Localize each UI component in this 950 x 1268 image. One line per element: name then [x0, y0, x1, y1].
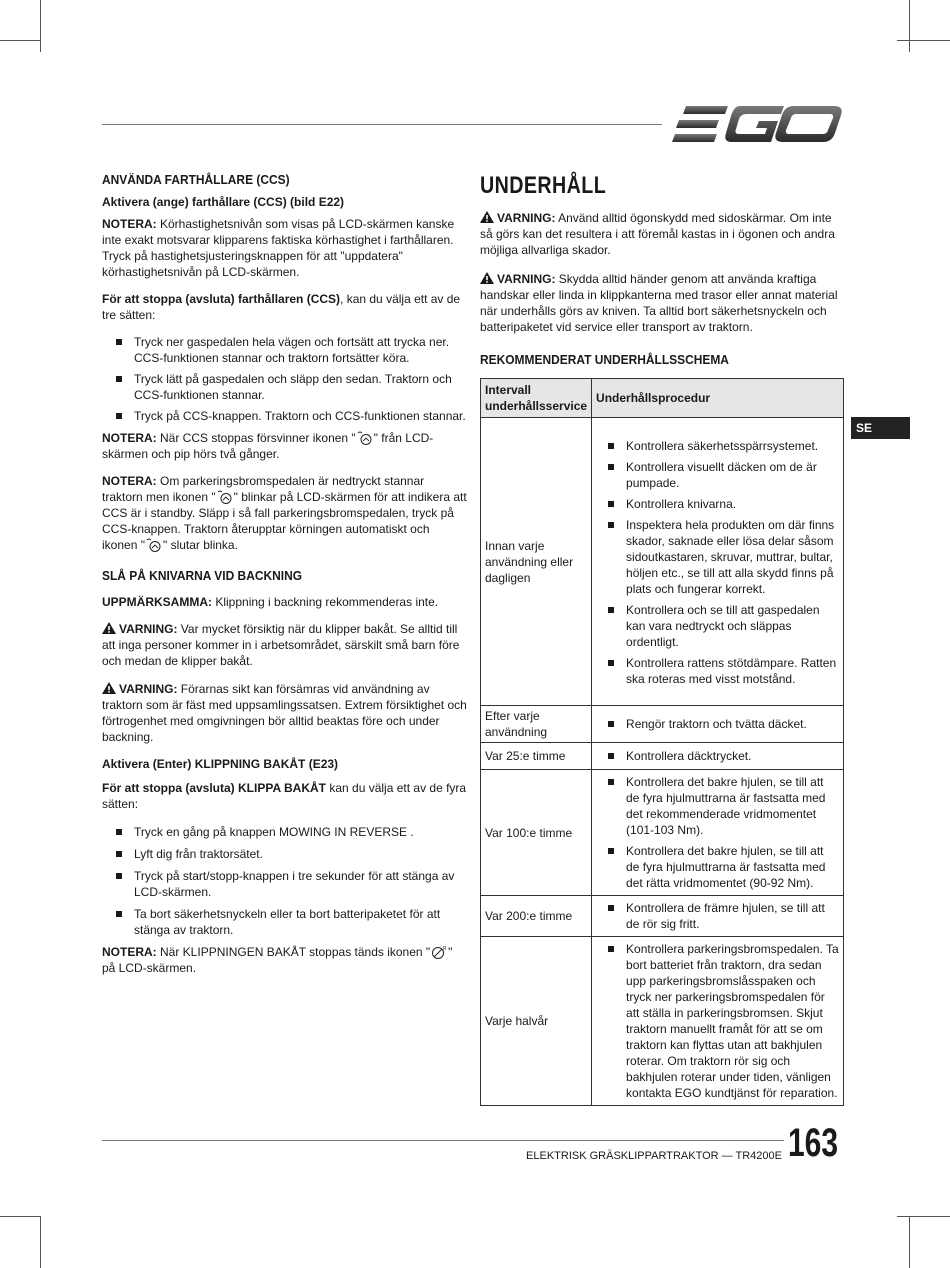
section-heading-schema: REKOMMENDERAT UNDERHÅLLSSCHEMA [480, 352, 729, 367]
right-column [480, 171, 846, 1106]
warning-text: Använd alltid ögonskydd med sidoskärmar. Om inte så görs kan det resultera i att föremål kastas in i ögonen och andra möjliga allvarliga skador. [480, 211, 835, 257]
list-item: Kontrollera knivarna. [608, 496, 839, 512]
crop-mark [897, 1216, 950, 1217]
procedure-list [594, 748, 839, 764]
list-item: Kontrollera visuellt däcken om de är pumpade. [608, 459, 839, 491]
list-item: Kontrollera säkerhetsspärrsystemet. [608, 438, 839, 454]
note-label: NOTERA: [102, 431, 157, 445]
note-paragraph [102, 944, 468, 976]
list-item: Kontrollera däcktrycket. [608, 748, 839, 764]
stop-reverse-paragraph [102, 780, 468, 812]
table-row [481, 743, 844, 770]
cruise-control-icon [216, 490, 234, 504]
note-text: " från LCD-skärmen och pip hörs två gånger. [102, 431, 434, 461]
procedure-list [594, 774, 839, 891]
cruise-control-icon [356, 431, 374, 445]
note-paragraph [102, 216, 468, 280]
note-text: Om parkeringsbromspedalen är nedtryckt stannar traktorn men ikonen " [102, 474, 425, 504]
procedure-list [594, 438, 839, 687]
crop-mark [897, 40, 950, 41]
crop-mark [0, 40, 40, 41]
procedure-cell [592, 896, 844, 937]
procedure-cell [592, 743, 844, 770]
list-item: Kontrollera rattens stötdämpare. Ratten ska roteras med visst motstånd. [608, 655, 839, 687]
table-row [481, 937, 844, 1106]
section-heading-ccs: ANVÄNDA FARTHÅLLARE (CCS) [102, 172, 290, 187]
note-paragraph [102, 473, 468, 553]
header-rule [102, 124, 662, 125]
svg-text:R: R [443, 946, 447, 952]
warning-icon [480, 211, 494, 223]
crop-mark [40, 1216, 41, 1268]
procedure-list [594, 941, 839, 1101]
cruise-control-icon [145, 538, 163, 552]
warning-label: VARNING: [119, 622, 178, 636]
list-item: Tryck på CCS-knappen. Traktorn och CCS-funktionen stannar. [116, 408, 468, 424]
table-header-row [481, 379, 844, 418]
mowing-reverse-icon [430, 945, 448, 959]
stop-reverse-label: För att stoppa (avsluta) KLIPPA BAKÅT [102, 781, 327, 795]
stop-reverse-list [102, 824, 468, 938]
interval-cell: Innan varje användning eller dagligen [481, 418, 592, 706]
list-item: Tryck lätt på gaspedalen och släpp den sedan. Traktorn och CCS-funktionen stannar. [116, 371, 468, 403]
note-paragraph [102, 430, 468, 462]
note-text: Körhastighetsnivån som visas på LCD-skärmen kanske inte exakt motsvarar klipparens faktiska körhastighet i farthållaren. Tryck på hastighetsjusteringsknappen för att "uppdatera" körhastighetsnivån på LCD-skärmen. [102, 217, 455, 279]
warning-paragraph [480, 271, 846, 335]
crop-mark [909, 1216, 910, 1268]
table-row [481, 770, 844, 896]
list-item: Kontrollera det bakre hjulen, se till att de fyra hjulmuttrarna är fastsatta med det rekommenderade vridmomentet (101-103 Nm). [608, 774, 839, 838]
warning-icon [102, 622, 116, 634]
crop-mark [40, 0, 41, 52]
language-tab: SE [851, 417, 910, 439]
footer-rule [102, 1140, 784, 1141]
attention-label: UPPMÄRKSAMMA: [102, 595, 212, 609]
interval-cell: Var 25:e timme [481, 743, 592, 770]
procedure-list [594, 716, 839, 732]
stop-ccs-text: , kan du välja ett av de tre sätten: [102, 292, 461, 322]
interval-cell: Var 100:e timme [481, 770, 592, 896]
stop-ccs-list [102, 334, 468, 424]
list-item: Kontrollera och se till att gaspedalen kan vara nedtryckt och släppas ordentligt. [608, 602, 839, 650]
left-column [102, 171, 468, 976]
list-item: Tryck en gång på knappen MOWING IN REVERSE . [116, 824, 468, 840]
procedure-list [594, 900, 839, 932]
crop-mark [909, 0, 910, 52]
list-item: Kontrollera det bakre hjulen, se till att de fyra hjulmuttrarna är fastsatta med det rätta vridmomentet (90-92 Nm). [608, 843, 839, 891]
list-item: Ta bort säkerhetsnyckeln eller ta bort batteripaketet för att stänga av traktorn. [116, 906, 468, 938]
stop-reverse-text: kan du välja ett av de fyra sätten: [102, 781, 467, 811]
table-row [481, 896, 844, 937]
maintenance-schedule-table [480, 378, 844, 1106]
interval-cell: Efter varje användning [481, 706, 592, 743]
column-header-procedure: Underhållsprocedur [592, 379, 844, 418]
attention-text: Klippning i backning rekommenderas inte. [212, 595, 439, 609]
note-text: När CCS stoppas försvinner ikonen " [156, 431, 356, 445]
page-number: 163 [788, 1121, 839, 1165]
warning-paragraph [480, 210, 846, 258]
subheading-reverse-activate: Aktivera (Enter) KLIPPNING BAKÅT (E23) [102, 757, 339, 771]
subheading-ccs-activate: Aktivera (ange) farthållare (CCS) (bild E22) [102, 195, 345, 209]
section-heading-knivar: SLÅ PÅ KNIVARNA VID BACKNING [102, 568, 303, 583]
stop-ccs-label: För att stoppa (avsluta) farthållaren (CCS) [102, 292, 341, 306]
procedure-cell [592, 418, 844, 706]
list-item: Kontrollera de främre hjulen, se till att de rör sig fritt. [608, 900, 839, 932]
warning-paragraph [102, 681, 468, 745]
procedure-cell [592, 706, 844, 743]
column-header-interval: Intervall underhållsservice [481, 379, 592, 418]
note-text: När KLIPPNINGEN BAKÅT stoppas tänds ikonen " [156, 945, 431, 959]
warning-label: VARNING: [497, 272, 556, 286]
procedure-cell [592, 937, 844, 1106]
footer-product-name: ELEKTRISK GRÄSKLIPPARTRAKTOR — TR4200E [526, 1150, 782, 1162]
table-row [481, 418, 844, 706]
warning-icon [480, 272, 494, 284]
ego-logo [672, 102, 844, 146]
page-title: UNDERHÅLL [480, 172, 607, 199]
interval-cell: Varje halvår [481, 937, 592, 1106]
warning-label: VARNING: [119, 682, 178, 696]
stop-ccs-paragraph [102, 291, 468, 323]
list-item: Rengör traktorn och tvätta däcket. [608, 716, 839, 732]
attention-paragraph [102, 594, 468, 610]
note-label: NOTERA: [102, 945, 157, 959]
warning-text: Förarnas sikt kan försämras vid användning av traktorn som är fäst med uppsamlingssatsen. Extrem försiktighet och förtrogenhet med omgivningen bör alltid beaktas före och under backning. [102, 682, 467, 744]
warning-text: Skydda alltid händer genom att använda kraftiga handskar eller linda in klippkanterna med trasor eller annat material när underhålls görs av kniven. Ta alltid bort säkerhetsnyckeln och batteripaketet vid service eller transport av traktorn. [480, 272, 838, 334]
list-item: Kontrollera parkeringsbromspedalen. Ta bort batteriet från traktorn, dra sedan upp parkeringsbromslåsspaken och tryck ner parkeringsbromspedalen för att ställa in parkeringsbromsen. Skjut traktorn manuellt framåt för att se om traktorn kan flyttas utan att bakhjulen roterar. Om traktorn rör sig och bakhjulen roterar under tiden, vänligen kontakta EGO kundtjänst för reparation. [608, 941, 839, 1101]
warning-label: VARNING: [497, 211, 556, 225]
note-text: " på LCD-skärmen. [102, 945, 453, 975]
list-item: Inspektera hela produkten om där finns skador, saknade eller lösa delar såsom sidoutkastaren, skruvar, muttrar, bultar, höljen etc., se till att alla skydd finns på plats och fungerar korrekt. [608, 517, 839, 597]
crop-mark [0, 1216, 40, 1217]
note-label: NOTERA: [102, 474, 157, 488]
warning-paragraph [102, 621, 468, 669]
interval-cell: Var 200:e timme [481, 896, 592, 937]
procedure-cell [592, 770, 844, 896]
table-row [481, 706, 844, 743]
list-item: Lyft dig från traktorsätet. [116, 846, 468, 862]
note-label: NOTERA: [102, 217, 157, 231]
list-item: Tryck på start/stopp-knappen i tre sekunder för att stänga av LCD-skärmen. [116, 868, 468, 900]
warning-icon [102, 682, 116, 694]
warning-text: Var mycket försiktig när du klipper bakåt. Se alltid till att inga personer kommer in i arbetsområdet, särskilt små barn före och medan de klipper bakåt. [102, 622, 460, 668]
list-item: Tryck ner gaspedalen hela vägen och fortsätt att trycka ner. CCS-funktionen stannar och traktorn fortsätter köra. [116, 334, 468, 366]
note-text: " blinkar på LCD-skärmen för att indikera att CCS är i standby. Släpp i så fall parkeringsbromspedalen, tryck på CCS-knappen. Traktorn återupptar körningen automatiskt och ikonen " [102, 490, 467, 552]
note-text: " slutar blinka. [162, 538, 238, 552]
